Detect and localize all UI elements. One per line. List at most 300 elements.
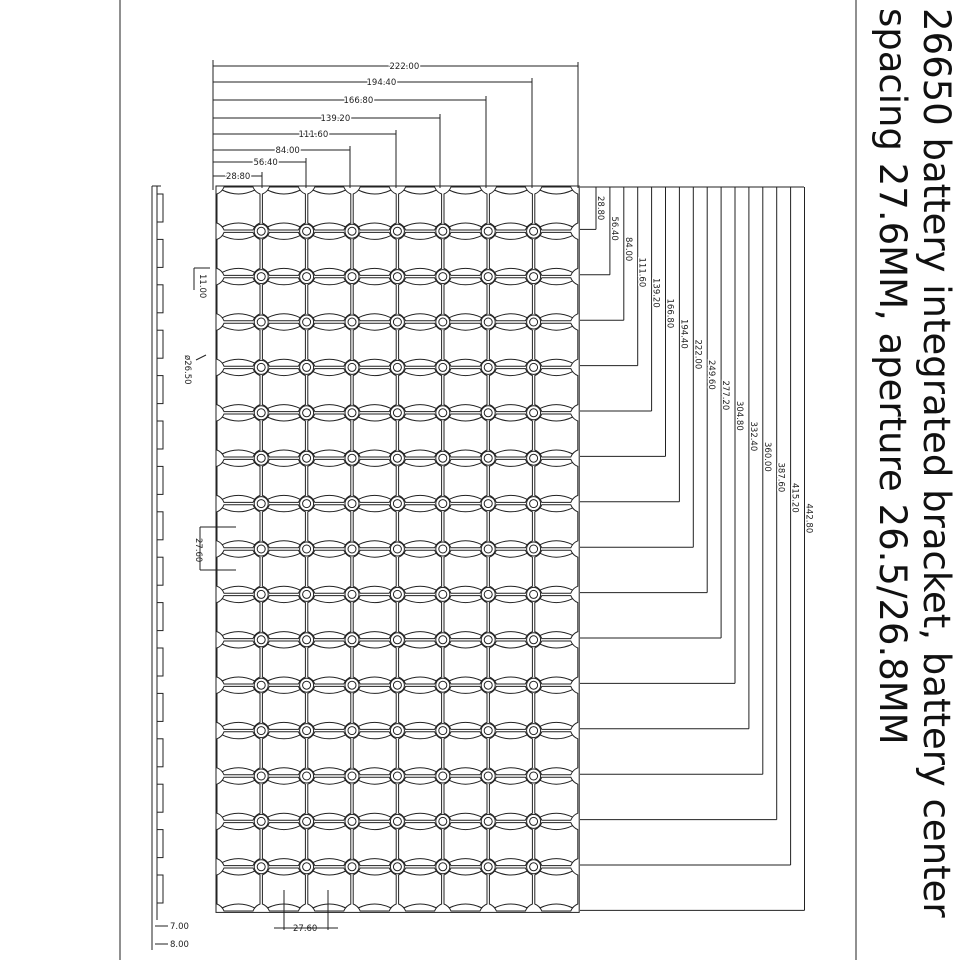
- cell-inner-arc: [358, 735, 391, 739]
- battery-cell: [308, 596, 351, 639]
- cell-inner-arc: [358, 541, 391, 545]
- cell-inner-arc: [358, 780, 391, 784]
- cell-inner-arc: [449, 826, 482, 830]
- top-dimension-label: 139.20: [320, 114, 351, 124]
- junction-hole-inner: [257, 590, 265, 598]
- cell-inner-arc: [358, 268, 391, 272]
- junction-hole-inner: [393, 817, 401, 825]
- cell-outline: [308, 414, 351, 457]
- cell-inner-arc: [494, 541, 527, 545]
- side-profile-view: [152, 186, 163, 950]
- junction-hole-inner: [393, 636, 401, 644]
- junction-hole: [345, 542, 359, 556]
- cell-inner-arc: [358, 871, 391, 875]
- cell-inner-arc: [494, 314, 527, 318]
- cell-outline: [489, 369, 532, 412]
- battery-cell: [489, 823, 532, 866]
- junction-hole-inner: [393, 500, 401, 508]
- battery-cell: [489, 505, 532, 548]
- cell-inner-arc: [358, 689, 391, 693]
- right-dimension: [580, 187, 633, 320]
- junction-hole: [254, 633, 268, 647]
- battery-cell: [444, 414, 487, 457]
- cell-inner-arc: [494, 553, 527, 557]
- cell-outline: [535, 369, 578, 412]
- cell-outline: [444, 323, 487, 366]
- junction-hole: [390, 224, 404, 238]
- cell-inner-arc: [313, 462, 346, 466]
- cell-outline: [444, 823, 487, 866]
- dimension-side-a-label: 7.00: [170, 922, 189, 932]
- junction-hole-inner: [348, 817, 356, 825]
- cell-outline: [535, 414, 578, 457]
- battery-cell: [489, 777, 532, 820]
- cell-outline: [353, 641, 396, 684]
- cell-inner-arc: [449, 495, 482, 499]
- junction-hole: [481, 633, 495, 647]
- cell-outline: [217, 459, 260, 502]
- battery-cell: [399, 777, 442, 820]
- cell-inner-arc: [313, 859, 346, 863]
- cell-outline: [399, 414, 442, 457]
- battery-cell: [535, 232, 578, 275]
- cell-inner-arc: [404, 599, 437, 603]
- cell-outline: [308, 459, 351, 502]
- cell-outline: [444, 686, 487, 729]
- battery-cell: [262, 823, 305, 866]
- profile-tooth: [157, 376, 163, 404]
- junction-hole: [481, 814, 495, 828]
- right-dimension: [580, 187, 800, 865]
- battery-cell: [353, 505, 396, 548]
- cell-inner-arc: [449, 677, 482, 681]
- cell-inner-arc: [313, 722, 346, 726]
- junction-hole: [390, 270, 404, 284]
- cell-inner-arc: [449, 314, 482, 318]
- battery-cell: [535, 278, 578, 321]
- junction-hole-inner: [348, 636, 356, 644]
- cell-inner-arc: [358, 586, 391, 590]
- junction-hole-inner: [303, 727, 311, 735]
- battery-cell: [262, 414, 305, 457]
- battery-cell: [535, 550, 578, 593]
- cell-inner-arc: [358, 450, 391, 454]
- cell-inner-arc: [404, 586, 437, 590]
- battery-cell: [308, 323, 351, 366]
- junction-hole: [481, 542, 495, 556]
- cell-inner-arc: [313, 904, 346, 908]
- cell-inner-arc: [494, 813, 527, 817]
- cell-inner-arc: [494, 871, 527, 875]
- cell-inner-arc: [222, 735, 255, 739]
- battery-cell: [489, 686, 532, 729]
- cell-inner-arc: [358, 190, 391, 194]
- cell-inner-arc: [358, 826, 391, 830]
- cell-inner-arc: [449, 599, 482, 603]
- cell-inner-arc: [267, 541, 300, 545]
- battery-cell: [353, 187, 396, 230]
- battery-cell: [308, 732, 351, 775]
- battery-cell: [217, 187, 260, 230]
- cell-outline: [353, 686, 396, 729]
- battery-cell: [262, 596, 305, 639]
- battery-cell: [535, 414, 578, 457]
- cell-outline: [217, 187, 260, 230]
- cell-inner-arc: [404, 462, 437, 466]
- cell-inner-arc: [494, 689, 527, 693]
- cell-inner-arc: [313, 268, 346, 272]
- cell-inner-arc: [358, 314, 391, 318]
- cell-inner-arc: [222, 826, 255, 830]
- battery-cell: [217, 414, 260, 457]
- profile-tooth: [157, 194, 163, 222]
- cell-inner-arc: [313, 495, 346, 499]
- cell-inner-arc: [494, 677, 527, 681]
- cell-inner-arc: [540, 871, 573, 875]
- cell-outline: [399, 868, 442, 911]
- battery-cell: [489, 232, 532, 275]
- junction-hole: [527, 724, 541, 738]
- junction-hole: [390, 814, 404, 828]
- junction-hole-inner: [257, 545, 265, 553]
- battery-cell: [353, 550, 396, 593]
- battery-cell: [399, 232, 442, 275]
- battery-cell: [308, 505, 351, 548]
- cell-inner-arc: [267, 768, 300, 772]
- right-dimension: [580, 187, 758, 729]
- junction-hole: [254, 678, 268, 692]
- battery-cell: [353, 641, 396, 684]
- battery-cell: [444, 505, 487, 548]
- junction-hole: [390, 724, 404, 738]
- battery-cell: [399, 278, 442, 321]
- cell-inner-arc: [267, 689, 300, 693]
- cell-inner-arc: [540, 677, 573, 681]
- junction-hole: [345, 769, 359, 783]
- battery-cell: [444, 369, 487, 412]
- battery-cell: [217, 686, 260, 729]
- junction-hole-inner: [393, 363, 401, 371]
- junction-hole: [436, 451, 450, 465]
- cell-inner-arc: [313, 450, 346, 454]
- battery-cell: [217, 732, 260, 775]
- cell-inner-arc: [404, 859, 437, 863]
- cell-outline: [535, 732, 578, 775]
- cell-inner-arc: [267, 813, 300, 817]
- junction-hole: [436, 406, 450, 420]
- battery-cell: [444, 868, 487, 911]
- battery-cell: [308, 777, 351, 820]
- profile-tooth: [157, 739, 163, 767]
- junction-hole-inner: [484, 454, 492, 462]
- battery-cell: [262, 641, 305, 684]
- junction-hole: [527, 497, 541, 511]
- cell-inner-arc: [222, 904, 255, 908]
- junction-hole-inner: [484, 318, 492, 326]
- junction-hole-inner: [257, 817, 265, 825]
- cell-outline: [262, 232, 305, 275]
- battery-cell: [489, 868, 532, 911]
- top-dimension-label: 194.40: [366, 78, 397, 88]
- junction-hole-inner: [484, 772, 492, 780]
- junction-hole: [345, 406, 359, 420]
- cell-inner-arc: [449, 508, 482, 512]
- junction-hole-inner: [393, 545, 401, 553]
- junction-hole: [481, 769, 495, 783]
- cell-outline: [217, 414, 260, 457]
- junction-hole: [481, 678, 495, 692]
- right-dimension-label: 84.00: [622, 237, 633, 262]
- right-dimension: [580, 187, 675, 456]
- dimension-side-a: [155, 922, 189, 932]
- battery-cell: [308, 550, 351, 593]
- cell-inner-arc: [267, 632, 300, 636]
- junction-hole: [345, 315, 359, 329]
- battery-cell: [535, 641, 578, 684]
- battery-cell: [217, 641, 260, 684]
- cell-inner-arc: [404, 450, 437, 454]
- junction-hole-inner: [484, 636, 492, 644]
- battery-cell: [399, 732, 442, 775]
- title-block: [858, 8, 958, 952]
- junction-hole-inner: [393, 681, 401, 689]
- junction-hole: [481, 587, 495, 601]
- cell-outline: [399, 823, 442, 866]
- cell-inner-arc: [313, 417, 346, 421]
- cell-inner-arc: [313, 644, 346, 648]
- junction-hole-inner: [530, 500, 538, 508]
- cell-inner-arc: [540, 632, 573, 636]
- profile-tooth: [157, 830, 163, 858]
- cell-inner-arc: [404, 553, 437, 557]
- cell-outline: [308, 777, 351, 820]
- junction-hole: [254, 497, 268, 511]
- junction-hole: [527, 224, 541, 238]
- cell-inner-arc: [313, 223, 346, 227]
- cell-inner-arc: [404, 677, 437, 681]
- battery-cell: [262, 550, 305, 593]
- cell-inner-arc: [267, 871, 300, 875]
- title-line-2: spacing 27.6MM, aperture 26.5/26.8MM: [871, 8, 914, 745]
- right-dimension-label: 277.20: [720, 380, 731, 411]
- cell-outline: [308, 596, 351, 639]
- battery-cell: [353, 323, 396, 366]
- cell-outline: [353, 868, 396, 911]
- cell-inner-arc: [358, 359, 391, 363]
- junction-hole-inner: [348, 727, 356, 735]
- cell-inner-arc: [449, 780, 482, 784]
- battery-cell: [217, 868, 260, 911]
- battery-cell: [535, 369, 578, 412]
- cell-inner-arc: [494, 235, 527, 239]
- cell-inner-arc: [449, 223, 482, 227]
- junction-hole-inner: [303, 636, 311, 644]
- profile-tooth: [157, 466, 163, 494]
- cell-inner-arc: [404, 904, 437, 908]
- cell-outline: [489, 550, 532, 593]
- junction-hole-inner: [530, 590, 538, 598]
- cell-inner-arc: [267, 508, 300, 512]
- cell-outline: [489, 505, 532, 548]
- junction-hole-inner: [530, 727, 538, 735]
- junction-hole: [254, 860, 268, 874]
- cell-inner-arc: [358, 632, 391, 636]
- cell-inner-arc: [313, 780, 346, 784]
- cell-outline: [308, 278, 351, 321]
- cell-inner-arc: [540, 644, 573, 648]
- right-dimension: [580, 187, 744, 683]
- junction-hole: [527, 451, 541, 465]
- top-dimension-label: 222.00: [389, 62, 420, 72]
- junction-hole-inner: [303, 545, 311, 553]
- junction-hole: [254, 724, 268, 738]
- cell-outline: [262, 686, 305, 729]
- cell-inner-arc: [494, 735, 527, 739]
- cell-outline: [353, 732, 396, 775]
- battery-cell: [444, 187, 487, 230]
- cell-inner-arc: [313, 190, 346, 194]
- dimension-hole-diameter-label: ø26.50: [182, 355, 192, 385]
- cell-inner-arc: [267, 644, 300, 648]
- cell-outline: [489, 777, 532, 820]
- cell-inner-arc: [313, 508, 346, 512]
- junction-hole: [436, 724, 450, 738]
- cell-inner-arc: [358, 904, 391, 908]
- cell-outline: [399, 278, 442, 321]
- junction-hole: [390, 860, 404, 874]
- battery-cell: [217, 777, 260, 820]
- cell-inner-arc: [267, 223, 300, 227]
- battery-cell: [535, 187, 578, 230]
- cell-inner-arc: [540, 450, 573, 454]
- junction-hole-inner: [257, 772, 265, 780]
- cell-inner-arc: [313, 768, 346, 772]
- junction-hole-inner: [393, 318, 401, 326]
- cell-inner-arc: [494, 632, 527, 636]
- junction-hole: [436, 814, 450, 828]
- cell-inner-arc: [222, 780, 255, 784]
- junction-hole-inner: [303, 273, 311, 281]
- cell-inner-arc: [404, 768, 437, 772]
- cell-inner-arc: [404, 417, 437, 421]
- cell-inner-arc: [540, 768, 573, 772]
- battery-cell: [399, 868, 442, 911]
- battery-cell: [262, 505, 305, 548]
- cell-inner-arc: [358, 553, 391, 557]
- junction-hole-inner: [530, 454, 538, 462]
- cell-inner-arc: [222, 599, 255, 603]
- cell-outline: [489, 187, 532, 230]
- junction-hole: [300, 315, 314, 329]
- cell-inner-arc: [449, 281, 482, 285]
- cell-inner-arc: [267, 722, 300, 726]
- cell-inner-arc: [267, 826, 300, 830]
- dimension-side-b: [155, 940, 189, 950]
- cell-outline: [535, 550, 578, 593]
- cell-outline: [217, 732, 260, 775]
- junction-hole-inner: [348, 409, 356, 417]
- cell-outline: [399, 323, 442, 366]
- junction-hole: [390, 315, 404, 329]
- junction-hole-inner: [303, 817, 311, 825]
- top-dimension-label: 28.80: [226, 172, 251, 182]
- cell-inner-arc: [449, 632, 482, 636]
- junction-hole: [254, 360, 268, 374]
- junction-hole-inner: [439, 409, 447, 417]
- right-dimension-label: 249.60: [706, 360, 717, 390]
- battery-cell: [262, 232, 305, 275]
- right-dimension-label: 387.60: [775, 462, 786, 493]
- right-dimension: [580, 187, 688, 502]
- battery-cell: [444, 459, 487, 502]
- cell-outline: [489, 323, 532, 366]
- cell-outline: [262, 369, 305, 412]
- cell-inner-arc: [267, 780, 300, 784]
- cell-inner-arc: [313, 281, 346, 285]
- junction-hole: [254, 542, 268, 556]
- battery-cell: [535, 459, 578, 502]
- cell-inner-arc: [267, 405, 300, 409]
- junction-hole-inner: [303, 500, 311, 508]
- cell-inner-arc: [540, 462, 573, 466]
- cell-inner-arc: [404, 268, 437, 272]
- cell-inner-arc: [358, 405, 391, 409]
- battery-cell: [262, 732, 305, 775]
- battery-cell: [399, 323, 442, 366]
- title-line-1: 26650 battery integrated bracket, battery center: [915, 8, 958, 918]
- cell-inner-arc: [222, 677, 255, 681]
- cell-outline: [535, 641, 578, 684]
- dimension-tab-length-label: 11.00: [197, 274, 207, 299]
- cell-inner-arc: [540, 235, 573, 239]
- right-dimension: [580, 187, 661, 411]
- cell-inner-arc: [267, 462, 300, 466]
- battery-cell: [353, 777, 396, 820]
- junction-hole: [345, 497, 359, 511]
- junction-hole-inner: [484, 727, 492, 735]
- cell-inner-arc: [540, 541, 573, 545]
- junction-hole-inner: [530, 273, 538, 281]
- battery-cell: [535, 505, 578, 548]
- cell-inner-arc: [449, 417, 482, 421]
- junction-hole: [436, 678, 450, 692]
- cell-outline: [535, 868, 578, 911]
- junction-hole: [254, 769, 268, 783]
- battery-cell: [535, 777, 578, 820]
- cell-outline: [262, 777, 305, 820]
- cell-outline: [399, 369, 442, 412]
- battery-cell: [399, 459, 442, 502]
- cell-outline: [444, 278, 487, 321]
- cell-inner-arc: [358, 859, 391, 863]
- cell-inner-arc: [540, 780, 573, 784]
- cell-inner-arc: [313, 553, 346, 557]
- junction-hole: [527, 360, 541, 374]
- right-dimension-label: 139.20: [650, 278, 661, 308]
- battery-cell: [489, 323, 532, 366]
- cell-inner-arc: [404, 644, 437, 648]
- junction-hole-inner: [530, 409, 538, 417]
- cell-inner-arc: [494, 223, 527, 227]
- junction-hole-inner: [257, 727, 265, 735]
- cell-inner-arc: [449, 904, 482, 908]
- cell-inner-arc: [222, 405, 255, 409]
- cell-outline: [217, 868, 260, 911]
- junction-hole-inner: [439, 227, 447, 235]
- cell-outline: [308, 823, 351, 866]
- battery-cell: [399, 369, 442, 412]
- junction-hole-inner: [484, 817, 492, 825]
